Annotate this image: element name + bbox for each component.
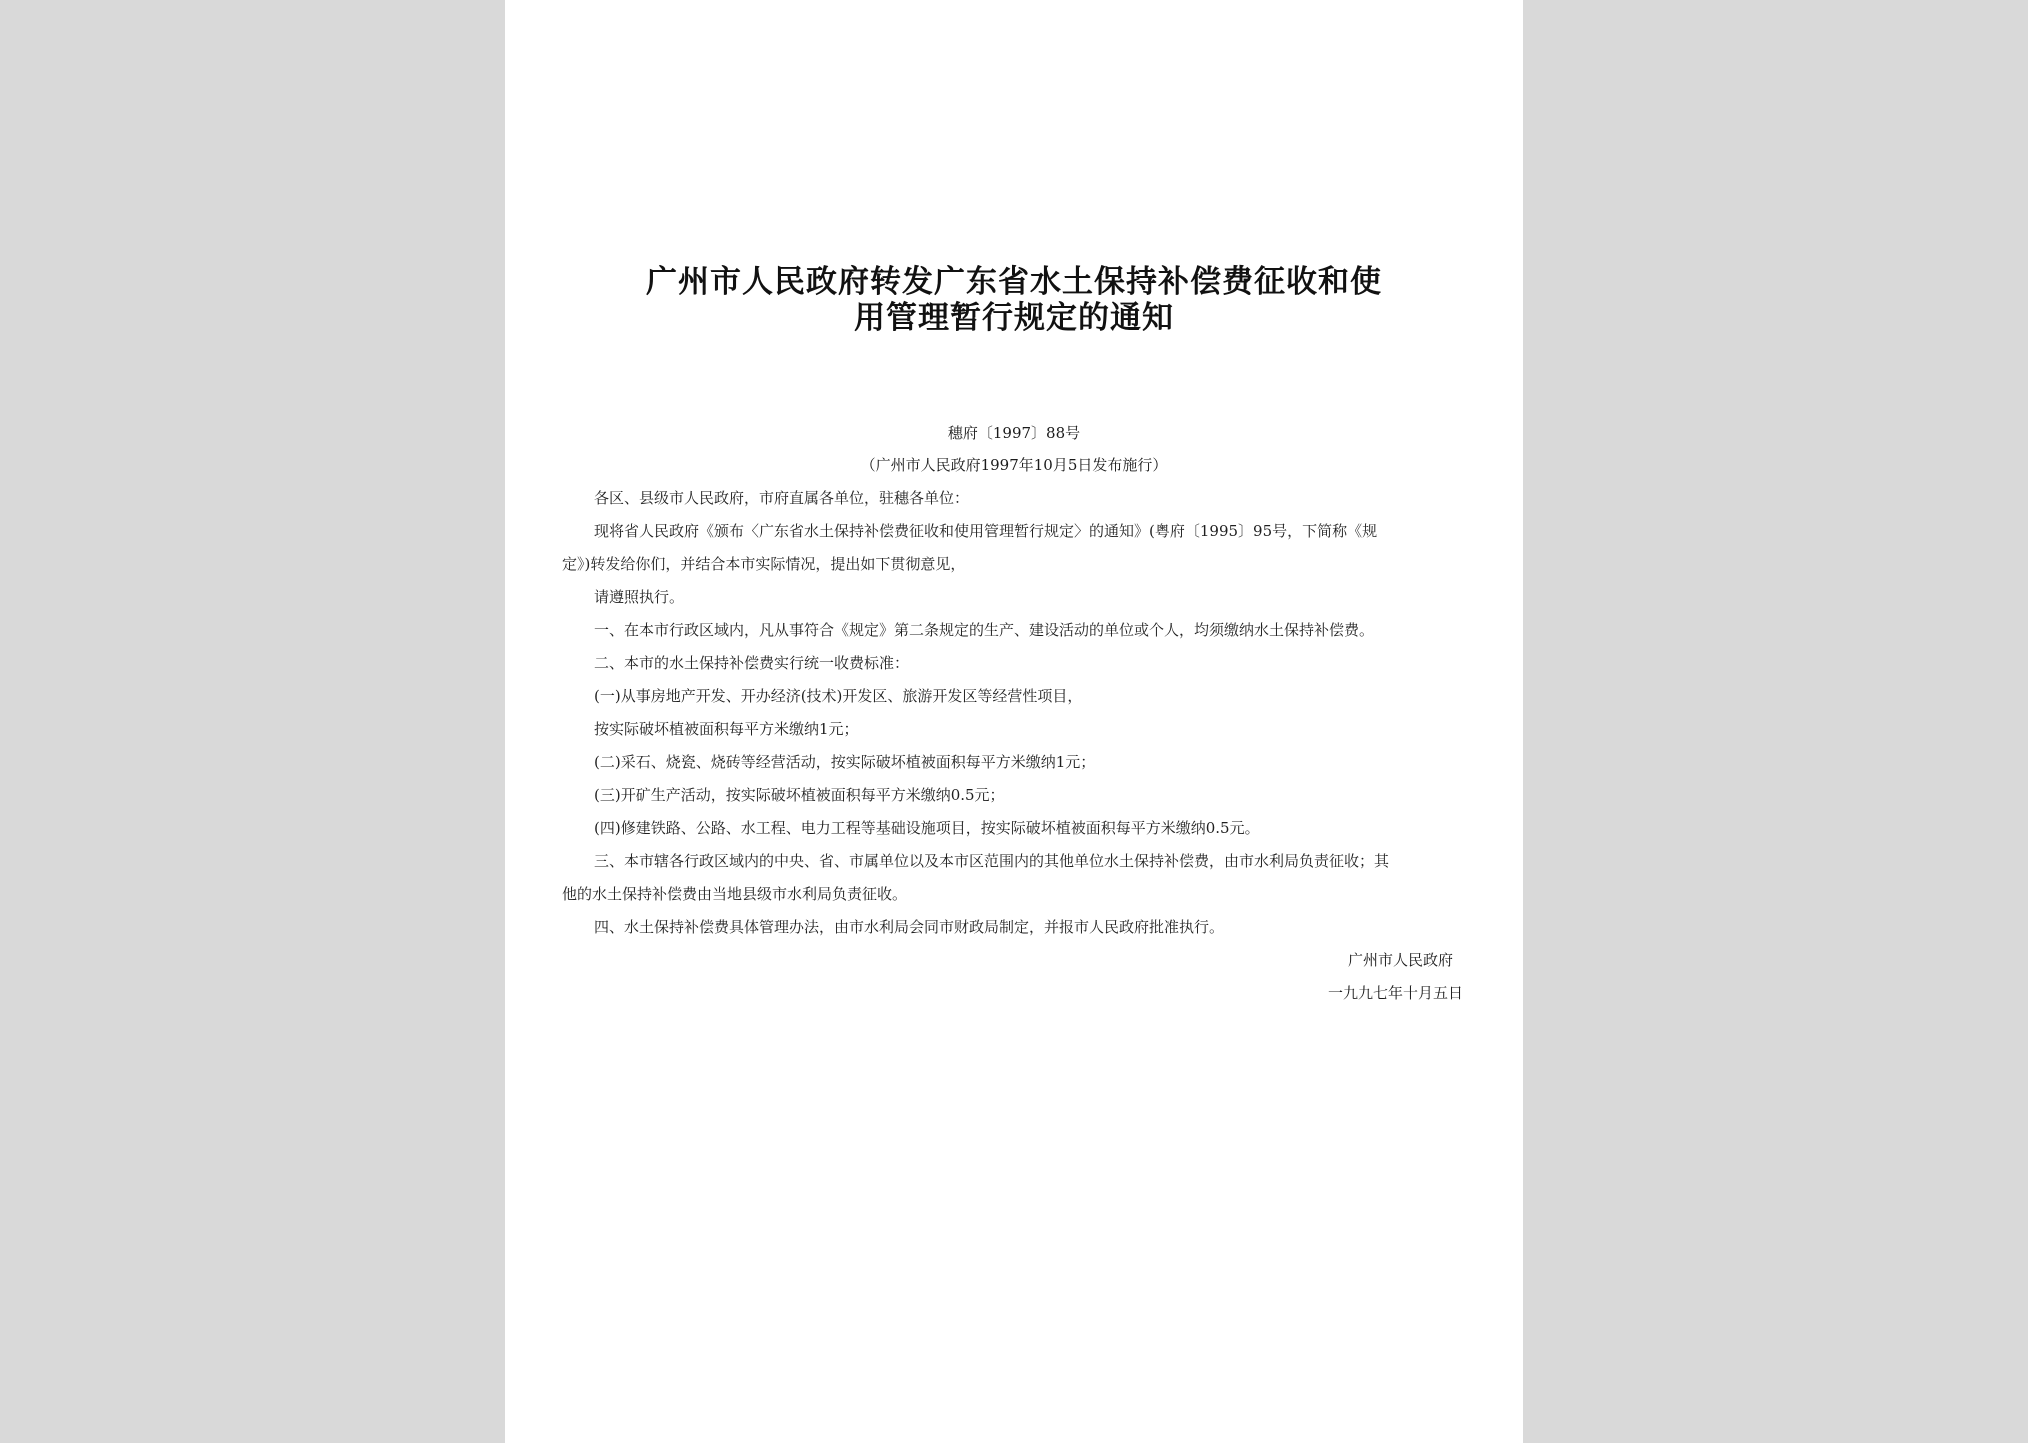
- clause-2-item-2: (二)采石、烧瓷、烧砖等经营活动，按实际破坏植被面积每平方米缴纳1元；: [594, 753, 1096, 771]
- addressee: 各区、县级市人民政府，市府直属各单位，驻穗各单位：: [594, 489, 970, 507]
- clause-2-item-3: (三)开矿生产活动，按实际破坏植被面积每平方米缴纳0.5元；: [594, 786, 1005, 804]
- document-number: 穗府〔1997〕88号: [947, 424, 1081, 442]
- clause-1: 一、在本市行政区域内，凡从事符合《规定》第二条规定的生产、建设活动的单位或个人，均须缴纳水土保持补偿费。: [594, 621, 1375, 639]
- clause-2-item-1-rate: 按实际破坏植被面积每平方米缴纳1元；: [594, 720, 859, 738]
- body-line: 现将省人民政府《颁布〈广东省水土保持补偿费征收和使用管理暂行规定〉的通知》(粤府〔1995〕95号，下简称《规: [594, 522, 1378, 540]
- publication-info: （广州市人民政府1997年10月5日发布施行）: [860, 456, 1168, 474]
- clause-2-item-4: (四)修建铁路、公路、水工程、电力工程等基础设施项目，按实际破坏植被面积每平方米缴纳0.5元。: [594, 819, 1260, 837]
- signature: 广州市人民政府: [1347, 951, 1453, 969]
- document-page: [505, 0, 1523, 1443]
- clause-3: 三、本市辖各行政区域内的中央、省、市属单位以及本市区范围内的其他单位水土保持补偿费，由市水利局负责征收；其: [594, 852, 1390, 870]
- body-line: 请遵照执行。: [594, 588, 685, 606]
- document-title-line2: 用管理暂行规定的通知: [854, 300, 1174, 336]
- clause-2: 二、本市的水土保持补偿费实行统一收费标准：: [594, 654, 910, 672]
- clause-4: 四、水土保持补偿费具体管理办法，由市水利局会同市财政局制定，并报市人民政府批准执行。: [594, 918, 1225, 936]
- document-date: 一九九七年十月五日: [1327, 984, 1463, 1002]
- document-title-line1: 广州市人民政府转发广东省水土保持补偿费征收和使: [646, 264, 1382, 300]
- clause-3-continued: 他的水土保持补偿费由当地县级市水利局负责征收。: [562, 885, 908, 903]
- clause-2-item-1: (一)从事房地产开发、开办经济(技术)开发区、旅游开发区等经营性项目，: [594, 687, 1083, 705]
- body-line: 定》)转发给你们，并结合本市实际情况，提出如下贯彻意见，: [562, 555, 966, 573]
